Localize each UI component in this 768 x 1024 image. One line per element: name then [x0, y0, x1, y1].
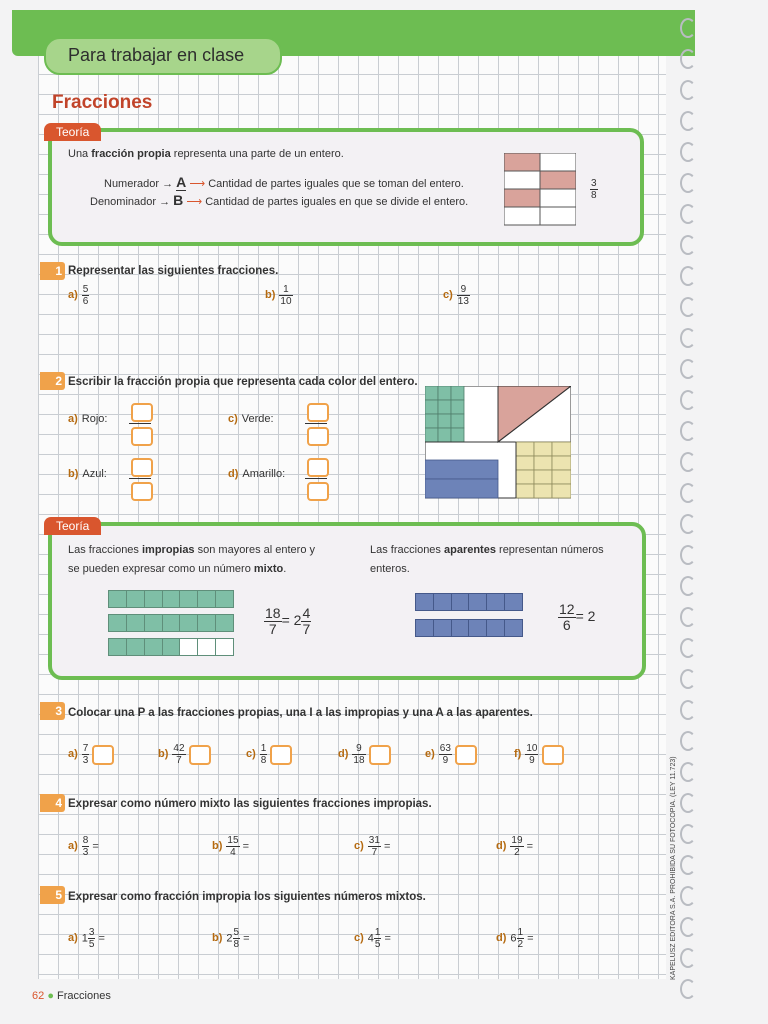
ex5-item-c: c) 4 $\frac{1}{5}$ =: [354, 927, 391, 950]
ex5-item-d: d) 6 $\frac{1}{2}$ =: [496, 927, 534, 950]
exercise-1-number: 1: [40, 262, 65, 280]
page-number: 62: [32, 990, 45, 1002]
ex1-item-b: b) $\frac{1}{10}$: [265, 284, 292, 307]
teoria-tag-2: Teoría: [44, 517, 101, 535]
ex3-item-c: c) $\frac{1}{8}$: [246, 743, 292, 766]
page-footer: [32, 990, 111, 1002]
legal-notice: KAPELUSZ EDITORA S.A. PROHIBIDA SU FOTOCOPIA. (LEY 11.723): [670, 756, 677, 980]
teoria1-definition: Una fracción propia representa una parte de un entero.: [68, 148, 344, 160]
impropias-definition-2: se pueden expresar como un número mixto.: [68, 563, 287, 575]
exercise-5-number: 5: [40, 886, 65, 904]
aparentes-example: $\frac{12}{6}$ = 2: [559, 601, 596, 633]
exercise-4-number: 4: [40, 794, 65, 812]
example-fraction: $\frac{3}{8}$: [591, 178, 597, 201]
page-title: Para trabajar en clase: [68, 45, 245, 65]
ex3-item-d: d) $\frac{9}{18}$: [338, 743, 391, 766]
ex2-label-rojo: a) Rojo:: [68, 413, 108, 425]
aparentes-bar-1: [415, 593, 523, 611]
exercise-5-title: Expresar como fracción impropia los siguientes números mixtos.: [68, 891, 426, 903]
exercise-3-title: Colocar una P a las fracciones propias, una I a las impropias y una A a las aparentes.: [68, 707, 533, 719]
ex2-answer-amarillo[interactable]: [305, 458, 327, 499]
ex4-item-b: b) $\frac{15}{4}$ =: [212, 835, 250, 858]
section-title: Fracciones: [52, 92, 153, 113]
ex2-answer-rojo[interactable]: [129, 403, 151, 444]
exercise-3-number: 3: [40, 702, 65, 720]
impropias-bar-2: [108, 614, 234, 632]
denominador-row: Denominador → B ⟶ Cantidad de partes iguales en que se divide el entero.: [90, 192, 469, 208]
ex3-answer-a[interactable]: [92, 745, 114, 765]
ex3-answer-b[interactable]: [189, 745, 211, 765]
ex5-item-a: a) 1 $\frac{3}{5}$ =: [68, 927, 105, 950]
ex2-answer-verde[interactable]: [305, 403, 327, 444]
exercise-2-number: 2: [40, 372, 65, 390]
ex4-item-d: d) $\frac{19}{2}$ =: [496, 835, 534, 858]
impropias-example: $\frac{18}{7}$ = 2 $\frac{4}{7}$: [265, 605, 311, 637]
ex5-item-b: b) 2 $\frac{5}{8}$ =: [212, 927, 250, 950]
fraction-example-grid: [504, 153, 576, 227]
ex2-label-amarillo: d) Amarillo:: [228, 468, 286, 480]
ex3-answer-c[interactable]: [270, 745, 292, 765]
ex2-answer-azul[interactable]: [129, 458, 151, 499]
footer-section: Fracciones: [57, 990, 111, 1002]
ex2-label-azul: b) Azul:: [68, 468, 107, 480]
aparentes-bar-2: [415, 619, 523, 637]
ex2-label-verde: c) Verde:: [228, 413, 274, 425]
ex3-answer-f[interactable]: [542, 745, 564, 765]
impropias-bar-3: [108, 638, 234, 656]
exercise-1-title: Representar las siguientes fracciones.: [68, 265, 279, 277]
color-whole-figure: [425, 386, 571, 500]
bullet-icon: ●: [47, 990, 54, 1002]
ex3-item-e: e) $\frac{63}{9}$: [425, 743, 477, 766]
ex1-item-a: a) $\frac{5}{6}$: [68, 284, 89, 307]
ex4-item-c: c) $\frac{31}{7}$ =: [354, 835, 391, 858]
ex3-item-a: a) $\frac{7}{3}$: [68, 743, 114, 766]
ex4-item-a: a) $\frac{8}{3}$ =: [68, 835, 99, 858]
exercise-2-title: Escribir la fracción propia que representa cada color del entero.: [68, 376, 418, 388]
exercise-4-title: Expresar como número mixto las siguientes fracciones impropias.: [68, 798, 432, 810]
aparentes-definition-2: enteros.: [370, 563, 410, 575]
numerador-row: Numerador → A ⟶ Cantidad de partes iguales que se toman del entero.: [104, 174, 464, 190]
impropias-definition-1: Las fracciones impropias son mayores al entero y: [68, 544, 316, 556]
ex3-item-f: f) $\frac{10}{9}$: [514, 743, 564, 766]
aparentes-definition-1: Las fracciones aparentes representan números: [370, 544, 604, 556]
ex1-item-c: c) $\frac{9}{13}$: [443, 284, 469, 307]
impropias-bar-1: [108, 590, 234, 608]
header-title-pill: [44, 37, 282, 75]
spiral-binding: [676, 18, 706, 1008]
ex3-answer-d[interactable]: [369, 745, 391, 765]
ex3-item-b: b) $\frac{42}{7}$: [158, 743, 211, 766]
ex3-answer-e[interactable]: [455, 745, 477, 765]
teoria-tag-1: Teoría: [44, 123, 101, 141]
